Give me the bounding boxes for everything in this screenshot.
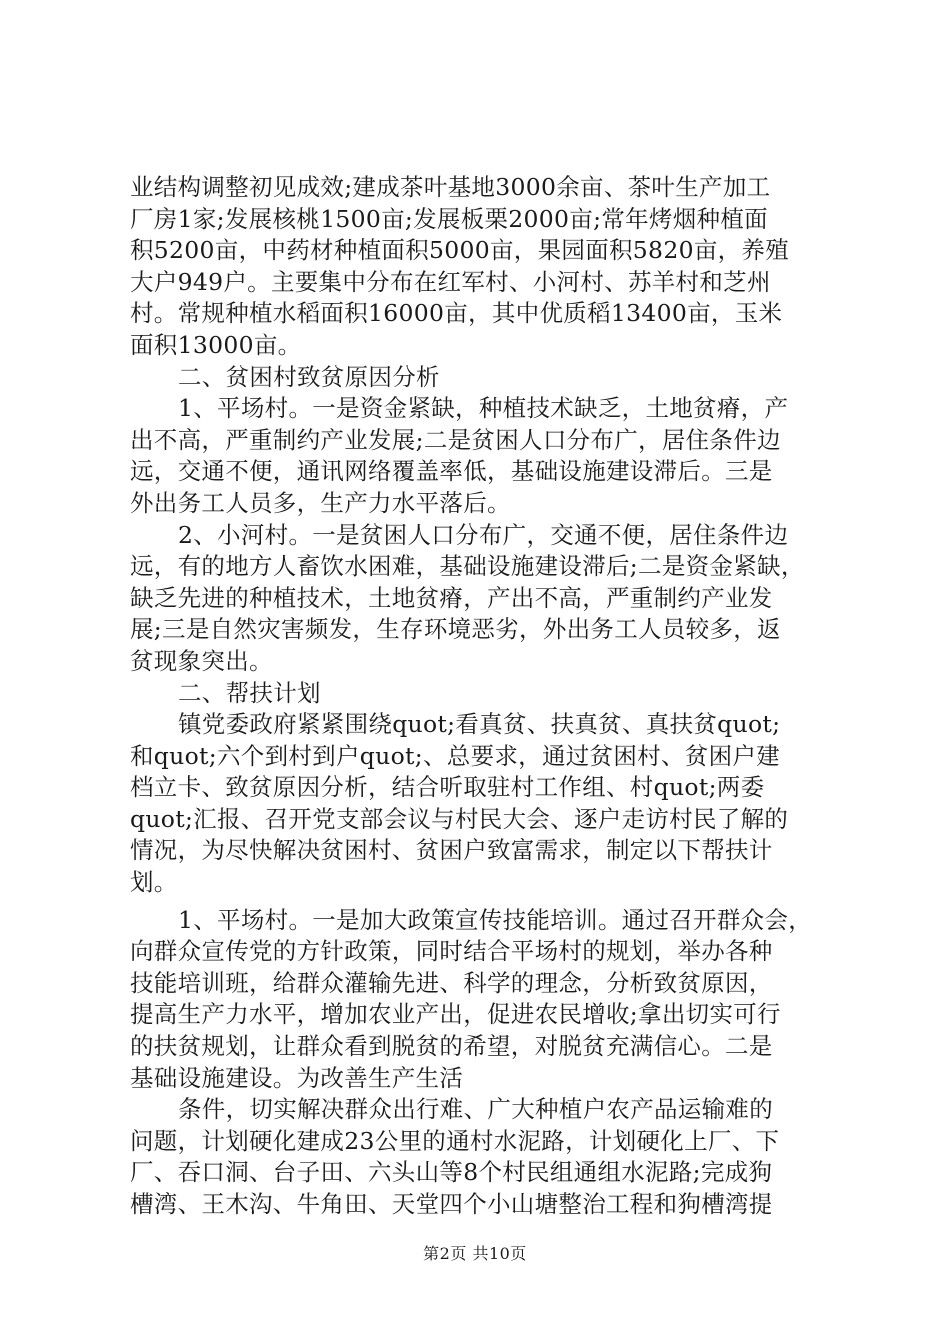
text-line: 划。	[130, 868, 178, 897]
text-line: 镇党委政府紧紧围绕quot;看真贫、扶真贫、真扶贫quot;	[178, 710, 781, 739]
text-line: 大户949户。主要集中分布在红军村、小河村、苏羊村和芝州	[130, 267, 771, 296]
text-line: 缺乏先进的种植技术，土地贫瘠，产出不高，严重制约产业发	[130, 583, 773, 612]
text-line: 1、平场村。一是资金紧缺，种植技术缺乏，土地贫瘠，产	[178, 394, 789, 423]
text-line: 远，有的地方人畜饮水困难，基础设施建设滞后;二是资金紧缺，	[130, 552, 805, 581]
text-line: 问题，计划硬化建成23公里的通村水泥路，计划硬化上厂、下	[130, 1126, 780, 1155]
text-line: 提高生产力水平，增加农业产出，促进农民增收;拿出切实可行	[130, 1000, 781, 1029]
text-line: 积5200亩，中药材种植面积5000亩，果园面积5820亩，养殖	[130, 236, 790, 265]
section-heading: 二、帮扶计划	[178, 678, 321, 707]
text-line: 出不高，严重制约产业发展;二是贫困人口分布广，居住条件边	[130, 425, 781, 454]
text-line: 和quot;六个到村到户quot;、总要求，通过贫困村、贫困户建	[130, 741, 780, 770]
text-line: 条件，切实解决群众出行难、广大种植户农产品运输难的	[178, 1095, 773, 1124]
text-line: 的扶贫规划，让群众看到脱贫的希望，对脱贫充满信心。二是	[130, 1032, 773, 1061]
text-line: 厂、吞口洞、台子田、六头山等8个村民组通组水泥路;完成狗	[130, 1158, 773, 1187]
text-line: 外出务工人员多，生产力水平落后。	[130, 488, 511, 517]
text-line: 向群众宣传党的方针政策，同时结合平场村的规划，举办各种	[130, 937, 773, 966]
text-line: 村。常规种植水稻面积16000亩，其中优质稻13400亩，玉米	[130, 299, 783, 328]
text-line: 1、平场村。一是加大政策宣传技能培训。通过召开群众会，	[178, 905, 813, 934]
text-line: 展;三是自然灾害频发，生存环境恶劣，外出务工人员较多，返	[130, 615, 781, 644]
text-line: 厂房1家;发展核桃1500亩;发展板栗2000亩;常年烤烟种植面	[130, 204, 768, 233]
text-line: 2、小河村。一是贫困人口分布广，交通不便，居住条件边	[178, 520, 789, 549]
text-line: 面积13000亩。	[130, 330, 302, 359]
text-line: 档立卡、致贫原因分析，结合听取驻村工作组、村quot;两委	[130, 773, 765, 802]
text-line: 情况，为尽快解决贫困村、贫困户致富需求，制定以下帮扶计	[130, 836, 773, 865]
text-line: 技能培训班，给群众灌输先进、科学的理念，分析致贫原因，	[130, 968, 773, 997]
text-line: quot;汇报、召开党支部会议与村民大会、逐户走访村民了解的	[130, 804, 789, 833]
page-number-label: 第2页 共10页	[423, 1244, 527, 1263]
section-heading: 二、贫困村致贫原因分析	[178, 362, 440, 391]
text-line: 基础设施建设。为改善生产生活	[130, 1063, 464, 1092]
page-footer	[0, 1241, 950, 1264]
text-line: 业结构调整初见成效;建成茶叶基地3000余亩、茶叶生产加工	[130, 173, 771, 201]
text-line: 贫现象突出。	[130, 646, 273, 675]
document-body	[130, 172, 830, 1221]
text-line: 槽湾、王木沟、牛角田、天堂四个小山塘整治工程和狗槽湾提	[130, 1190, 773, 1218]
text-line: 远，交通不便，通讯网络覆盖率低，基础设施建设滞后。三是	[130, 457, 773, 486]
